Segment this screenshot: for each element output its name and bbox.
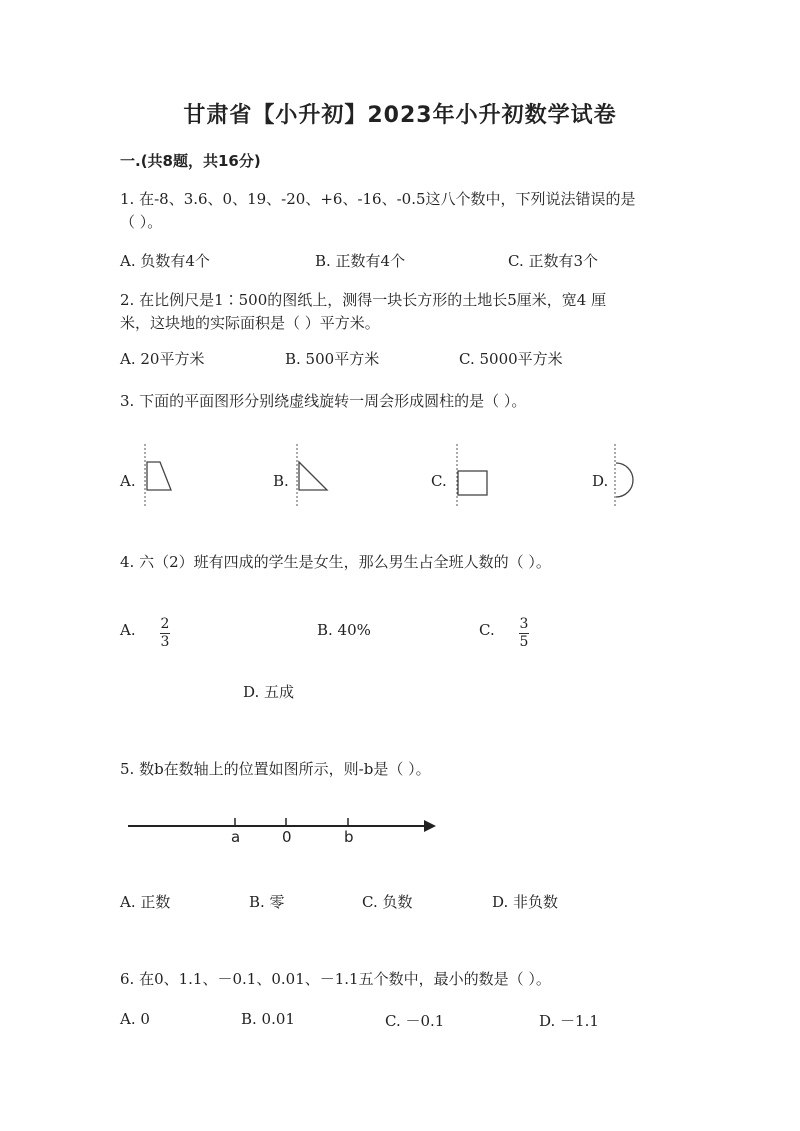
q2-option-c[interactable]: C. 5000平方米 [459, 350, 563, 368]
axis-arrow [424, 820, 436, 832]
q1-stem-line1: 1. 在-8、3.6、0、19、-20、+6、-16、-0.5这八个数中，下列说法错误的是 [120, 190, 636, 208]
axis-label-b: b [344, 828, 354, 846]
q1-option-a[interactable]: A. 负数有4个 [120, 252, 210, 270]
fraction-numerator: 2 [160, 616, 170, 632]
fraction-denominator: 3 [160, 634, 170, 650]
fraction-denominator: 5 [519, 634, 529, 650]
q3-option-b-label[interactable]: B. [273, 472, 289, 490]
q5-option-d[interactable]: D. 非负数 [492, 893, 559, 911]
q6-option-b[interactable]: B. 0.01 [241, 1010, 295, 1028]
q5-option-a[interactable]: A. 正数 [120, 893, 171, 911]
q4-option-b[interactable]: B. 40% [317, 621, 371, 639]
q4-option-a-fraction[interactable] [160, 613, 170, 650]
axis-label-a: a [231, 828, 241, 846]
q3-figure-c-rectangle [447, 440, 497, 510]
q1-option-b[interactable]: B. 正数有4个 [315, 252, 406, 270]
q5-option-b[interactable]: B. 零 [249, 893, 285, 911]
q4-option-c-fraction[interactable] [519, 613, 529, 650]
q2-stem-line2: 米，这块地的实际面积是（ ）平方米。 [120, 314, 380, 332]
q2-option-b[interactable]: B. 500平方米 [285, 350, 380, 368]
q1-option-c[interactable]: C. 正数有3个 [508, 252, 599, 270]
q5-stem: 5. 数b在数轴上的位置如图所示，则-b是（ ）。 [120, 760, 431, 778]
q4-option-c-label[interactable]: C. [479, 621, 495, 639]
q5-option-c[interactable]: C. 负数 [362, 893, 413, 911]
q3-figure-a-trapezoid [136, 440, 186, 510]
q6-stem: 6. 在0、1.1、－0.1、0.01、－1.1五个数中，最小的数是（ ）。 [120, 970, 551, 988]
q6-option-c[interactable]: C. －0.1 [385, 1012, 445, 1030]
q4-option-d[interactable]: D. 五成 [243, 683, 295, 701]
q4-option-a-label[interactable]: A. [120, 621, 136, 639]
q3-figure-b-triangle [288, 440, 338, 510]
q3-option-d-label[interactable]: D. [592, 472, 609, 490]
q3-option-c-label[interactable]: C. [431, 472, 447, 490]
q1-stem-line2: （ ）。 [120, 213, 163, 231]
q6-option-d[interactable]: D. －1.1 [539, 1012, 599, 1030]
axis-label-0: 0 [282, 828, 292, 846]
q3-option-a-label[interactable]: A. [120, 472, 136, 490]
q2-option-a[interactable]: A. 20平方米 [120, 350, 205, 368]
fraction-numerator: 3 [519, 616, 529, 632]
q2-stem-line1: 2. 在比例尺是1∶500的图纸上，测得一块长方形的土地长5厘米，宽4 厘 [120, 291, 607, 309]
q3-stem: 3. 下面的平面图形分别绕虚线旋转一周会形成圆柱的是（ ）。 [120, 392, 527, 410]
q3-figure-d-semicircle [605, 440, 655, 510]
q4-stem: 4. 六（2）班有四成的学生是女生，那么男生占全班人数的（ ）。 [120, 553, 551, 571]
page-title: 甘肃省【小升初】2023年小升初数学试卷 [183, 103, 617, 128]
section-heading: 一.(共8题，共16分) [120, 152, 261, 170]
q6-option-a[interactable]: A. 0 [120, 1010, 150, 1028]
